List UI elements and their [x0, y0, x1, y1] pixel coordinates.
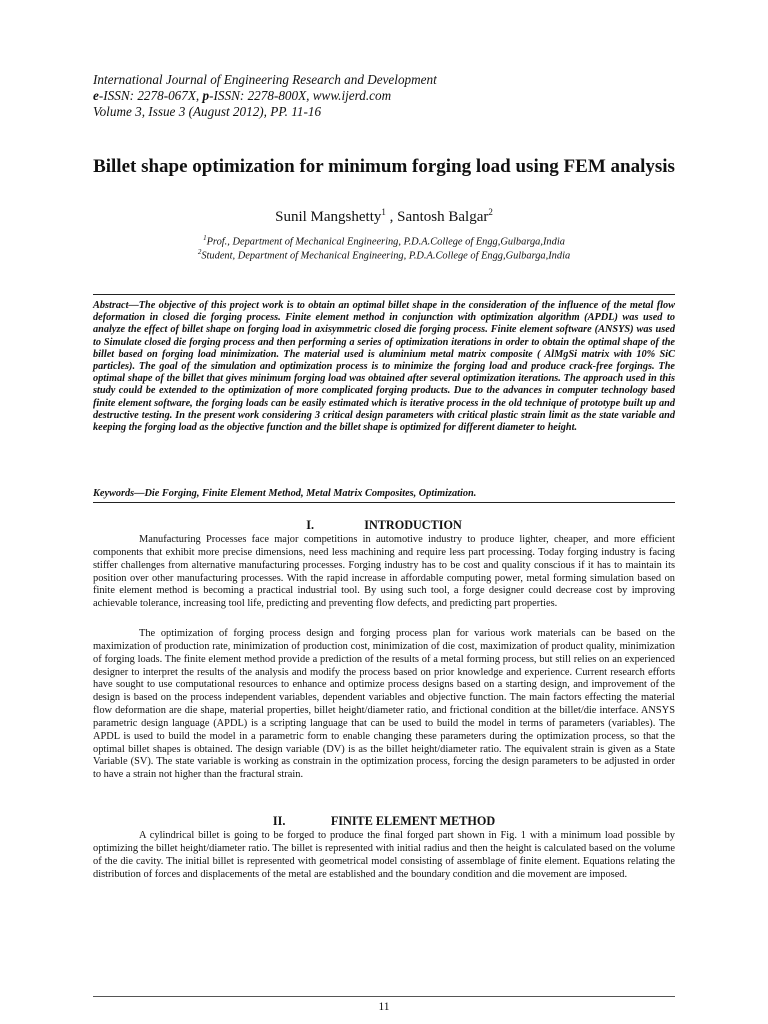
affiliation-2-sup: 2	[197, 248, 202, 256]
affiliation-2-text: Student, Department of Mechanical Engineering, P.D.A.College of Engg,Gulbarga,India	[201, 250, 571, 262]
affiliation-2	[0, 248, 768, 261]
fem-paragraph-1: A cylindrical billet is going to be forged to produce the final forged part shown in Fig. 1 with a minimum load possible by optimizing the billet height/diameter ratio. The billet is represented with initial radius and then the height is calculated based on the volume of the die cavity. The initial billet is represented with geometrical model consisting of assemblage of finite element. Equations relating the distribution of forces and displacements of the metal are established and the boundary condition and die movement are imposed.	[93, 830, 675, 880]
section-1-heading	[0, 518, 768, 533]
author-2: Santosh Balgar	[397, 209, 489, 225]
journal-name: International Journal of Engineering Research and Development	[93, 72, 437, 87]
journal-header	[93, 72, 437, 120]
issn-rest: -ISSN: 2278-800X, www.ijerd.com	[209, 88, 392, 103]
keywords-bottom-rule	[93, 502, 675, 503]
author-2-sup: 2	[488, 207, 493, 217]
author-1-sup: 1	[381, 207, 386, 217]
issn-e: e	[93, 88, 99, 103]
footer-rule	[93, 996, 675, 997]
issn-mid: -ISSN: 2278-067X,	[98, 88, 203, 103]
affiliation-1-sup: 1	[203, 234, 207, 242]
abstract: Abstract—The objective of this project work is to obtain an optimal billet shape in the consideration of the influence of the metal flow deformation in closed die forging process. Finite element method in conjunction with optimization algorithm (APDL) was used to analyze the effect of billet shape on forging load in axisymmetric closed die forging process. Finite element software (ANSYS) was used to Simulate closed die forging process and then performing a series of optimization iterations in order to obtain the optimal shape of the billet based on forging load minimization. The material used is aluminium metal matrix composite ( AlMgSi matrix with 10% SiC particles). The goal of the simulation and optimization process is to minimize the forging load and produce crack-free forgings. The optimal shape of the billet that gives minimum forging load was obtained after several optimization iterations. The approach used in this study could be extended to the optimization of more complicated forging products. Due to the advances in computer technology based finite element software, the forging loads can be easily estimated which is iterative process in the old technique of prototype built up and destructive testing. In the present work considering 3 critical design parameters with critical plastic strain limit as the state variable and keeping the forging load as the objective function and the billet shape is optimized for different diameter to height.	[93, 300, 675, 434]
paper-title: Billet shape optimization for minimum forging load using FEM analysis	[93, 156, 675, 177]
keywords: Keywords—Die Forging, Finite Element Method, Metal Matrix Composites, Optimization.	[93, 488, 477, 499]
section-2-number: II.	[272, 814, 286, 828]
abstract-top-rule	[93, 294, 675, 295]
section-2-title: FINITE ELEMENT METHOD	[330, 814, 496, 828]
section-1-title: INTRODUCTION	[364, 518, 462, 532]
affiliation-1-text: Prof., Department of Mechanical Engineering, P.D.A.College of Engg,Gulbarga,India	[206, 236, 565, 248]
affiliation-1	[0, 234, 768, 247]
intro-paragraph-1: Manufacturing Processes face major competitions in automotive industry to produce lighter, cheaper, and more efficient components that exhibit more precise dimensions, need less machining and require less part processing. Today forging industry is facing stiffer challenges from alternative manufacturing processes. Forging industry has to be cost and quality conscious if it has to maintain its position over other manufacturing processes. With the rapid increase in affordable computing power, metal forming simulation based on finite element method is becoming a practical industrial tool. By using such tool, a forge designer could decrease cost by improving achievable tolerance, increasing tool life, predicting and preventing flow defects, and predicting part properties.	[93, 534, 675, 610]
intro-paragraph-2: The optimization of forging process design and forging process plan for various work materials can be based on the maximization of production rate, minimization of production cost, minimization of die cost, maximization of product quality, minimization of forging loads. The finite element method provide a prediction of the results of a metal forming process, but still relies on an experienced designer to interpret the results of the analysis and modify the process based on prior knowledge and experience. Current research efforts have sought to use computational resources to enhance and optimize process designs based on a starting design, and improvement of the design is based on the process independent variables, dependent variables and objective function. The main factors effecting the material flow deformation are die shape, material properties, billet height/diameter ratio, and frictional condition at the billet/die interface. ANSYS parametric design language (APDL) is a scripting language that can be used to build the model in terms of parameters (variables). The APDL is used to build the model in a parametric form to enable changing these parameters during the optimization process, so that the optimal billet shapes is obtained. The design variable (DV) is as the billet height/diameter ratio. The equivalent strain is given as a State Variable (SV). The state variable is working as constrain in the optimization process, forcing the design parameters to be adjusted in order to have a strain not higher than the fractural strain.	[93, 628, 675, 781]
section-1-number: I.	[306, 518, 315, 532]
journal-volume: Volume 3, Issue 3 (August 2012), PP. 11-16	[93, 104, 322, 119]
section-2-heading	[0, 814, 768, 829]
author-line	[0, 207, 768, 226]
author-1: Sunil Mangshetty	[275, 209, 382, 225]
page-number: 11	[378, 1001, 390, 1013]
issn-p: p	[202, 88, 210, 103]
author-separator: ,	[385, 209, 398, 225]
journal-issn	[93, 88, 437, 104]
